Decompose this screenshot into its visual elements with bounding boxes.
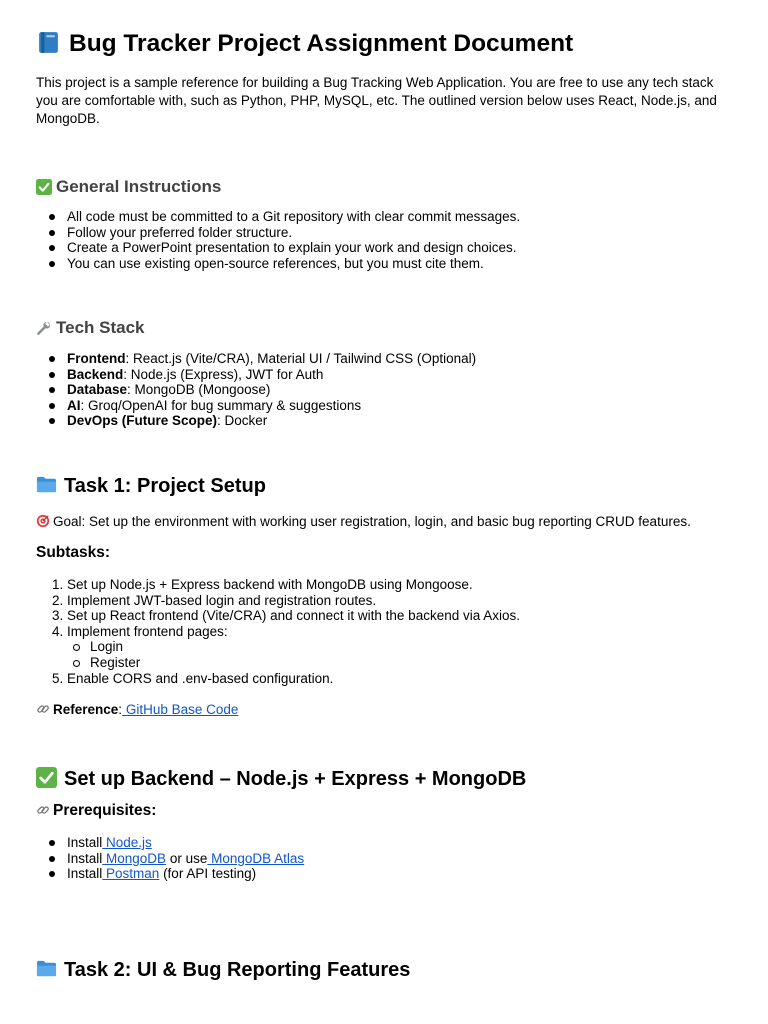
list-item — [67, 367, 738, 383]
prereq-text: or use — [166, 850, 208, 866]
prereq-text: (for API testing) — [159, 866, 257, 882]
list-item: 3. Set up React frontend (Vite/CRA) and connect it with the backend via Axios. — [67, 608, 738, 624]
tech-section — [36, 317, 738, 339]
tech-value: : React.js (Vite/CRA), Material UI / Tailwind CSS (Optional) — [125, 351, 477, 366]
sublist-item: Register — [90, 655, 738, 671]
list-item-text: Implement frontend pages: — [67, 623, 228, 639]
pages-sublist — [67, 639, 738, 670]
tech-value: : Node.js (Express), JWT for Auth — [123, 366, 324, 382]
tech-heading-text: Tech Stack — [56, 318, 145, 337]
tech-label: Frontend — [67, 351, 126, 366]
github-base-code-link[interactable]: GitHub Base Code — [122, 702, 239, 717]
subtasks-list-block — [36, 577, 738, 686]
sublist-item: Login — [90, 639, 738, 655]
list-item — [67, 351, 738, 367]
tech-list-block — [36, 351, 738, 429]
intro-paragraph: This project is a sample reference for building a Bug Tracking Web Application. You are free to use any tech stack you are comfortable with, such as Python, PHP, MySQL, etc. The outlined version below uses React, Node.js, and MongoDB. — [36, 75, 717, 126]
list-item: Follow your preferred folder structure. — [67, 225, 738, 241]
general-list-block — [36, 209, 738, 271]
folder-icon — [36, 958, 57, 979]
reference-block — [36, 701, 738, 719]
tech-heading — [36, 317, 738, 339]
document-title — [36, 29, 738, 59]
task1-heading-text: Task 1: Project Setup — [64, 475, 266, 497]
list-item — [67, 866, 738, 882]
tech-value: : Docker — [217, 413, 268, 429]
list-item — [67, 624, 738, 671]
prereq-list — [36, 835, 738, 882]
task2-heading — [36, 957, 738, 983]
reference-line — [36, 701, 738, 719]
backend-heading — [36, 766, 738, 792]
mongodb-atlas-link[interactable]: MongoDB Atlas — [207, 850, 305, 866]
title-block — [36, 29, 738, 59]
list-item — [67, 382, 738, 398]
task1-section — [36, 473, 738, 499]
backend-section — [36, 766, 738, 792]
list-item: Create a PowerPoint presentation to explain your work and design choices. — [67, 240, 738, 256]
tech-label: Database — [67, 382, 128, 398]
folder-icon — [36, 474, 57, 495]
list-item — [67, 851, 738, 867]
tech-list — [36, 351, 738, 429]
list-item: 1. Set up Node.js + Express backend with MongoDB using Mongoose. — [67, 577, 738, 593]
reference-label: Reference — [53, 702, 119, 717]
list-item — [67, 413, 738, 429]
tech-label: AI — [67, 397, 81, 413]
list-item: 5. Enable CORS and .env-based configuration. — [67, 671, 738, 687]
task1-goal — [36, 513, 738, 531]
tech-value: : Groq/OpenAI for bug summary & suggestions — [80, 397, 362, 413]
prereq-heading-text: Prerequisites: — [53, 802, 157, 819]
list-item — [67, 398, 738, 414]
general-list — [36, 209, 738, 271]
list-item: 2. Implement JWT-based login and registration routes. — [67, 593, 738, 609]
prereq-text: Install — [67, 866, 103, 882]
tech-label: Backend — [67, 366, 124, 382]
prereq-list-block — [36, 835, 738, 882]
prereq-heading-block — [36, 801, 738, 821]
reference-separator: : — [118, 702, 123, 717]
link-icon — [36, 702, 50, 716]
general-section — [36, 176, 738, 198]
check-mark-button-icon — [36, 179, 52, 195]
document-title-text: Bug Tracker Project Assignment Document — [69, 30, 574, 57]
task1-goal-block — [36, 513, 738, 531]
task1-heading — [36, 473, 738, 499]
subtasks-list — [36, 577, 738, 686]
postman-link[interactable]: Postman — [102, 866, 160, 882]
backend-heading-text: Set up Backend – Node.js + Express + MongoDB — [64, 768, 527, 790]
subtasks-heading: Subtasks: — [36, 544, 111, 561]
blue-book-icon — [36, 30, 61, 55]
prereq-text: Install — [67, 835, 103, 850]
general-heading-text: General Instructions — [56, 177, 222, 196]
task1-goal-text: Goal: Set up the environment with working user registration, login, and basic bug reporting CRUD features. — [53, 514, 691, 529]
tech-value: : MongoDB (Mongoose) — [127, 382, 271, 398]
tech-label: DevOps (Future Scope) — [67, 413, 218, 429]
list-item — [67, 835, 738, 851]
wrench-icon — [36, 320, 52, 336]
mongodb-link[interactable]: MongoDB — [102, 850, 167, 866]
task2-section — [36, 957, 738, 983]
check-mark-button-icon — [36, 767, 57, 788]
list-item: All code must be committed to a Git repository with clear commit messages. — [67, 209, 738, 225]
task2-heading-text: Task 2: UI & Bug Reporting Features — [64, 959, 411, 981]
prereq-text: Install — [67, 850, 103, 866]
nodejs-link[interactable]: Node.js — [102, 835, 152, 850]
target-icon — [36, 514, 50, 528]
subtasks-heading-block — [36, 543, 738, 563]
prereq-heading — [36, 801, 738, 821]
intro-block — [36, 74, 738, 128]
link-icon — [36, 803, 50, 817]
list-item: You can use existing open-source references, but you must cite them. — [67, 256, 738, 272]
general-heading — [36, 176, 738, 198]
